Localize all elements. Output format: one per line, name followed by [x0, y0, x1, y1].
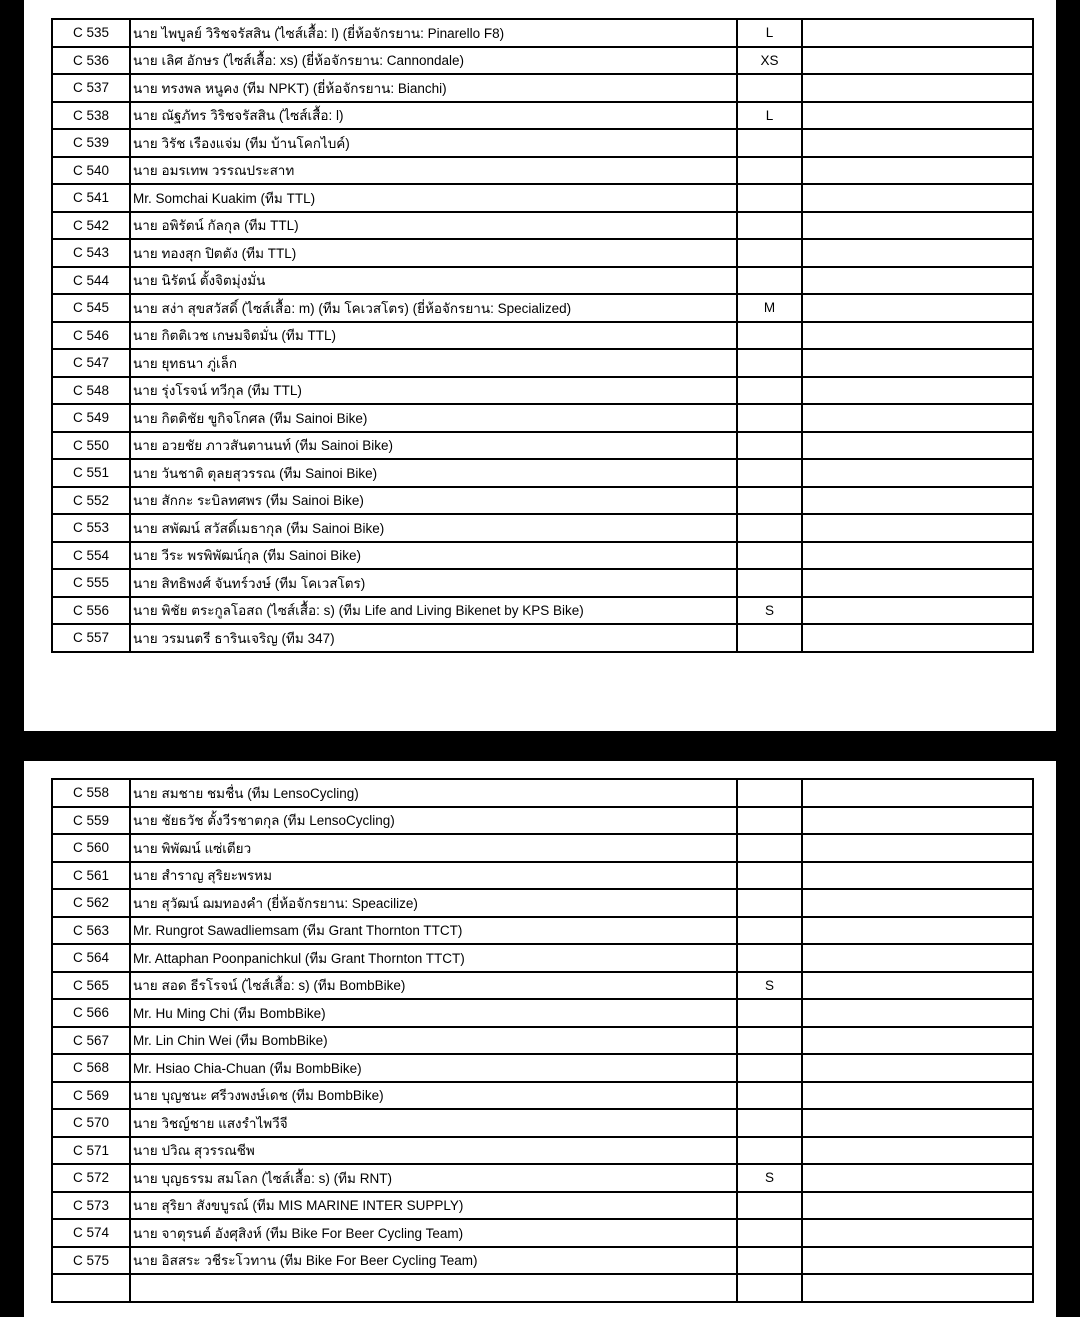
notes-cell [802, 322, 1033, 350]
shirt-size-cell [737, 1109, 802, 1137]
bib-number-cell: C 548 [52, 377, 130, 405]
shirt-size-cell [737, 1247, 802, 1275]
rider-name-cell: นาย วีระ พรพิพัฒน์กุล (ทีม Sainoi Bike) [130, 542, 737, 570]
table-row [52, 322, 1033, 350]
roster-table-page-1 [51, 18, 1034, 653]
notes-cell [802, 487, 1033, 515]
shirt-size-cell: M [737, 294, 802, 322]
shirt-size-cell [737, 1137, 802, 1165]
shirt-size-cell [737, 487, 802, 515]
bib-number-cell: C 572 [52, 1164, 130, 1192]
table-row [52, 487, 1033, 515]
shirt-size-cell [737, 239, 802, 267]
bib-number-cell: C 564 [52, 944, 130, 972]
notes-cell [802, 349, 1033, 377]
rider-name-cell: Mr. Lin Chin Wei (ทีม BombBike) [130, 1027, 737, 1055]
table-row [52, 807, 1033, 835]
table-row [52, 294, 1033, 322]
notes-cell [802, 917, 1033, 945]
shirt-size-cell: S [737, 972, 802, 1000]
table-row [52, 432, 1033, 460]
rider-name-cell: Mr. Somchai Kuakim (ทีม TTL) [130, 184, 737, 212]
notes-cell [802, 1027, 1033, 1055]
notes-cell [802, 862, 1033, 890]
roster-table-body [52, 779, 1033, 1302]
shirt-size-cell [737, 212, 802, 240]
table-row [52, 102, 1033, 130]
table-row [52, 267, 1033, 295]
notes-cell [802, 1082, 1033, 1110]
notes-cell [802, 807, 1033, 835]
table-row [52, 1219, 1033, 1247]
bib-number-cell: C 551 [52, 459, 130, 487]
table-row [52, 514, 1033, 542]
table-row [52, 569, 1033, 597]
notes-cell [802, 1137, 1033, 1165]
notes-cell [802, 834, 1033, 862]
shirt-size-cell [737, 944, 802, 972]
notes-cell [802, 1164, 1033, 1192]
notes-cell [802, 514, 1033, 542]
notes-cell [802, 1274, 1033, 1302]
shirt-size-cell [737, 917, 802, 945]
rider-name-cell: นาย พิชัย ตระกูลโอสถ (ไซส์เสื้อ: s) (ทีม Life and Living Bikenet by KPS Bike) [130, 597, 737, 625]
shirt-size-cell [737, 377, 802, 405]
bib-number-cell: C 538 [52, 102, 130, 130]
bib-number-cell: C 549 [52, 404, 130, 432]
table-row [52, 1027, 1033, 1055]
shirt-size-cell: S [737, 597, 802, 625]
bib-number-cell: C 566 [52, 999, 130, 1027]
rider-name-cell: นาย ทองสุก ปิตตัง (ทีม TTL) [130, 239, 737, 267]
table-row [52, 1164, 1033, 1192]
roster-table-page-2 [51, 778, 1034, 1303]
shirt-size-cell [737, 1192, 802, 1220]
bib-number-cell: C 568 [52, 1054, 130, 1082]
rider-name-cell: นาย ไพบูลย์ วิริชจรัสสิน (ไซส์เสื้อ: l) (ยี่ห้อจักรยาน: Pinarello F8) [130, 19, 737, 47]
shirt-size-cell [737, 267, 802, 295]
notes-cell [802, 779, 1033, 807]
rider-name-cell: Mr. Attaphan Poonpanichkul (ทีม Grant Thornton TTCT) [130, 944, 737, 972]
bib-number-cell: C 575 [52, 1247, 130, 1275]
bib-number-cell: C 557 [52, 624, 130, 652]
rider-name-cell: นาย บุญธรรม สมโลก (ไซส์เสื้อ: s) (ทีม RNT) [130, 1164, 737, 1192]
rider-name-cell: นาย สพัฒน์ สวัสดิ์เมธากุล (ทีม Sainoi Bike) [130, 514, 737, 542]
rider-name-cell: นาย สอด ธีรโรจน์ (ไซส์เสื้อ: s) (ทีม BombBike) [130, 972, 737, 1000]
shirt-size-cell [737, 1054, 802, 1082]
shirt-size-cell: L [737, 19, 802, 47]
notes-cell [802, 889, 1033, 917]
notes-cell [802, 972, 1033, 1000]
bib-number-cell: C 561 [52, 862, 130, 890]
rider-name-cell: นาย จาตุรนต์ อังศุสิงห์ (ทีม Bike For Beer Cycling Team) [130, 1219, 737, 1247]
notes-cell [802, 1054, 1033, 1082]
table-row [52, 1247, 1033, 1275]
shirt-size-cell [737, 1219, 802, 1247]
rider-name-cell: นาย ทรงพล หนูคง (ทีม NPKT) (ยี่ห้อจักรยาน: Bianchi) [130, 74, 737, 102]
notes-cell [802, 1109, 1033, 1137]
notes-cell [802, 267, 1033, 295]
table-row [52, 1137, 1033, 1165]
bib-number-cell [52, 1274, 130, 1302]
bib-number-cell: C 535 [52, 19, 130, 47]
bib-number-cell: C 547 [52, 349, 130, 377]
rider-name-cell: นาย กิตติชัย ขูกิจโกศล (ทีม Sainoi Bike) [130, 404, 737, 432]
rider-name-cell: Mr. Hsiao Chia-Chuan (ทีม BombBike) [130, 1054, 737, 1082]
bib-number-cell: C 559 [52, 807, 130, 835]
shirt-size-cell [737, 459, 802, 487]
bib-number-cell: C 560 [52, 834, 130, 862]
shirt-size-cell [737, 569, 802, 597]
table-row [52, 157, 1033, 185]
shirt-size-cell [737, 779, 802, 807]
document-page-1 [24, 0, 1056, 731]
notes-cell [802, 404, 1033, 432]
rider-name-cell: นาย ณัฐภัทร วิริชจรัสสิน (ไซส์เสื้อ: l) [130, 102, 737, 130]
shirt-size-cell [737, 1082, 802, 1110]
rider-name-cell: นาย สักกะ ระบิลทศพร (ทีม Sainoi Bike) [130, 487, 737, 515]
table-row [52, 834, 1033, 862]
rider-name-cell: Mr. Rungrot Sawadliemsam (ทีม Grant Thornton TTCT) [130, 917, 737, 945]
bib-number-cell: C 574 [52, 1219, 130, 1247]
bib-number-cell: C 541 [52, 184, 130, 212]
table-row [52, 47, 1033, 75]
bib-number-cell: C 569 [52, 1082, 130, 1110]
shirt-size-cell: S [737, 1164, 802, 1192]
notes-cell [802, 432, 1033, 460]
table-row [52, 459, 1033, 487]
notes-cell [802, 212, 1033, 240]
shirt-size-cell [737, 322, 802, 350]
table-row [52, 917, 1033, 945]
rider-name-cell: นาย วิชญ์ชาย แสงรำไพวีจี [130, 1109, 737, 1137]
table-row [52, 999, 1033, 1027]
rider-name-cell: นาย สุวัฒน์ ฌมทองคำ (ยี่ห้อจักรยาน: Speacilize) [130, 889, 737, 917]
shirt-size-cell [737, 999, 802, 1027]
notes-cell [802, 47, 1033, 75]
rider-name-cell: นาย อพิรัตน์ กัลกุล (ทีม TTL) [130, 212, 737, 240]
bib-number-cell: C 558 [52, 779, 130, 807]
rider-name-cell: นาย อวยชัย ภาวสันตานนท์ (ทีม Sainoi Bike) [130, 432, 737, 460]
table-row [52, 862, 1033, 890]
rider-name-cell: นาย กิตติเวช เกษมจิตมั่น (ทีม TTL) [130, 322, 737, 350]
notes-cell [802, 19, 1033, 47]
bib-number-cell: C 556 [52, 597, 130, 625]
bib-number-cell: C 550 [52, 432, 130, 460]
bib-number-cell: C 573 [52, 1192, 130, 1220]
rider-name-cell: นาย นิรัตน์ ตั้งจิตมุ่งมั่น [130, 267, 737, 295]
bib-number-cell: C 562 [52, 889, 130, 917]
notes-cell [802, 1219, 1033, 1247]
bib-number-cell: C 553 [52, 514, 130, 542]
notes-cell [802, 74, 1033, 102]
rider-name-cell: นาย สิทธิพงศ์ จันทร์วงษ์ (ทีม โคเวสโตร) [130, 569, 737, 597]
shirt-size-cell [737, 74, 802, 102]
notes-cell [802, 294, 1033, 322]
table-row [52, 1054, 1033, 1082]
table-row [52, 184, 1033, 212]
rider-name-cell: นาย อิสสระ วชีระโวทาน (ทีม Bike For Beer Cycling Team) [130, 1247, 737, 1275]
shirt-size-cell [737, 404, 802, 432]
notes-cell [802, 1247, 1033, 1275]
bib-number-cell: C 542 [52, 212, 130, 240]
table-row [52, 1192, 1033, 1220]
notes-cell [802, 944, 1033, 972]
rider-name-cell [130, 1274, 737, 1302]
shirt-size-cell [737, 862, 802, 890]
bib-number-cell: C 537 [52, 74, 130, 102]
bib-number-cell: C 546 [52, 322, 130, 350]
table-row [52, 404, 1033, 432]
rider-name-cell: นาย บุญชนะ ศรีวงพงษ์เดช (ทีม BombBike) [130, 1082, 737, 1110]
rider-name-cell: นาย พิพัฒน์ แซ่เตียว [130, 834, 737, 862]
table-row [52, 597, 1033, 625]
table-row [52, 1274, 1033, 1302]
rider-name-cell: Mr. Hu Ming Chi (ทีม BombBike) [130, 999, 737, 1027]
rider-name-cell: นาย รุ่งโรจน์ ทวีกุล (ทีม TTL) [130, 377, 737, 405]
table-row [52, 1109, 1033, 1137]
notes-cell [802, 377, 1033, 405]
table-row [52, 74, 1033, 102]
bib-number-cell: C 544 [52, 267, 130, 295]
shirt-size-cell: XS [737, 47, 802, 75]
notes-cell [802, 459, 1033, 487]
rider-name-cell: นาย วิรัช เรืองแจ่ม (ทีม บ้านโคกไบค์) [130, 129, 737, 157]
notes-cell [802, 624, 1033, 652]
roster-table-body [52, 19, 1033, 652]
rider-name-cell: นาย สุริยา สังขบูรณ์ (ทีม MIS MARINE INTER SUPPLY) [130, 1192, 737, 1220]
table-row [52, 624, 1033, 652]
notes-cell [802, 542, 1033, 570]
bib-number-cell: C 552 [52, 487, 130, 515]
bib-number-cell: C 554 [52, 542, 130, 570]
shirt-size-cell [737, 834, 802, 862]
shirt-size-cell [737, 1027, 802, 1055]
notes-cell [802, 239, 1033, 267]
table-row [52, 542, 1033, 570]
table-row [52, 889, 1033, 917]
notes-cell [802, 1192, 1033, 1220]
table-row [52, 944, 1033, 972]
shirt-size-cell [737, 807, 802, 835]
shirt-size-cell [737, 184, 802, 212]
rider-name-cell: นาย อมรเทพ วรรณประสาท [130, 157, 737, 185]
notes-cell [802, 184, 1033, 212]
shirt-size-cell [737, 129, 802, 157]
bib-number-cell: C 567 [52, 1027, 130, 1055]
bib-number-cell: C 565 [52, 972, 130, 1000]
bib-number-cell: C 563 [52, 917, 130, 945]
bib-number-cell: C 570 [52, 1109, 130, 1137]
bib-number-cell: C 536 [52, 47, 130, 75]
shirt-size-cell [737, 514, 802, 542]
bib-number-cell: C 540 [52, 157, 130, 185]
table-row [52, 779, 1033, 807]
notes-cell [802, 569, 1033, 597]
shirt-size-cell [737, 542, 802, 570]
shirt-size-cell [737, 889, 802, 917]
table-row [52, 1082, 1033, 1110]
rider-name-cell: นาย เลิศ อักษร (ไซส์เสื้อ: xs) (ยี่ห้อจักรยาน: Cannondale) [130, 47, 737, 75]
rider-name-cell: นาย ยุทธนา ภู่เล็ก [130, 349, 737, 377]
rider-name-cell: นาย วรมนตรี ธารินเจริญ (ทีม 347) [130, 624, 737, 652]
notes-cell [802, 102, 1033, 130]
shirt-size-cell [737, 432, 802, 460]
table-row [52, 349, 1033, 377]
shirt-size-cell: L [737, 102, 802, 130]
shirt-size-cell [737, 624, 802, 652]
rider-name-cell: นาย สมชาย ชมชื่น (ทีม LensoCycling) [130, 779, 737, 807]
table-row [52, 377, 1033, 405]
rider-name-cell: นาย สง่า สุขสวัสดิ์ (ไซส์เสื้อ: m) (ทีม โคเวสโตร) (ยี่ห้อจักรยาน: Specialized) [130, 294, 737, 322]
table-row [52, 129, 1033, 157]
bib-number-cell: C 545 [52, 294, 130, 322]
bib-number-cell: C 543 [52, 239, 130, 267]
bib-number-cell: C 571 [52, 1137, 130, 1165]
shirt-size-cell [737, 1274, 802, 1302]
notes-cell [802, 999, 1033, 1027]
table-row [52, 212, 1033, 240]
notes-cell [802, 597, 1033, 625]
notes-cell [802, 129, 1033, 157]
rider-name-cell: นาย วันชาติ ตุลยสุวรรณ (ทีม Sainoi Bike) [130, 459, 737, 487]
table-row [52, 972, 1033, 1000]
table-row [52, 19, 1033, 47]
rider-name-cell: นาย ชัยธวัช ตั้งวีรชาตกุล (ทีม LensoCycling) [130, 807, 737, 835]
table-row [52, 239, 1033, 267]
bib-number-cell: C 539 [52, 129, 130, 157]
rider-name-cell: นาย สำราญ สุริยะพรหม [130, 862, 737, 890]
shirt-size-cell [737, 157, 802, 185]
document-page-2 [24, 761, 1056, 1317]
notes-cell [802, 157, 1033, 185]
shirt-size-cell [737, 349, 802, 377]
rider-name-cell: นาย ปวิณ สุวรรณชีพ [130, 1137, 737, 1165]
bib-number-cell: C 555 [52, 569, 130, 597]
